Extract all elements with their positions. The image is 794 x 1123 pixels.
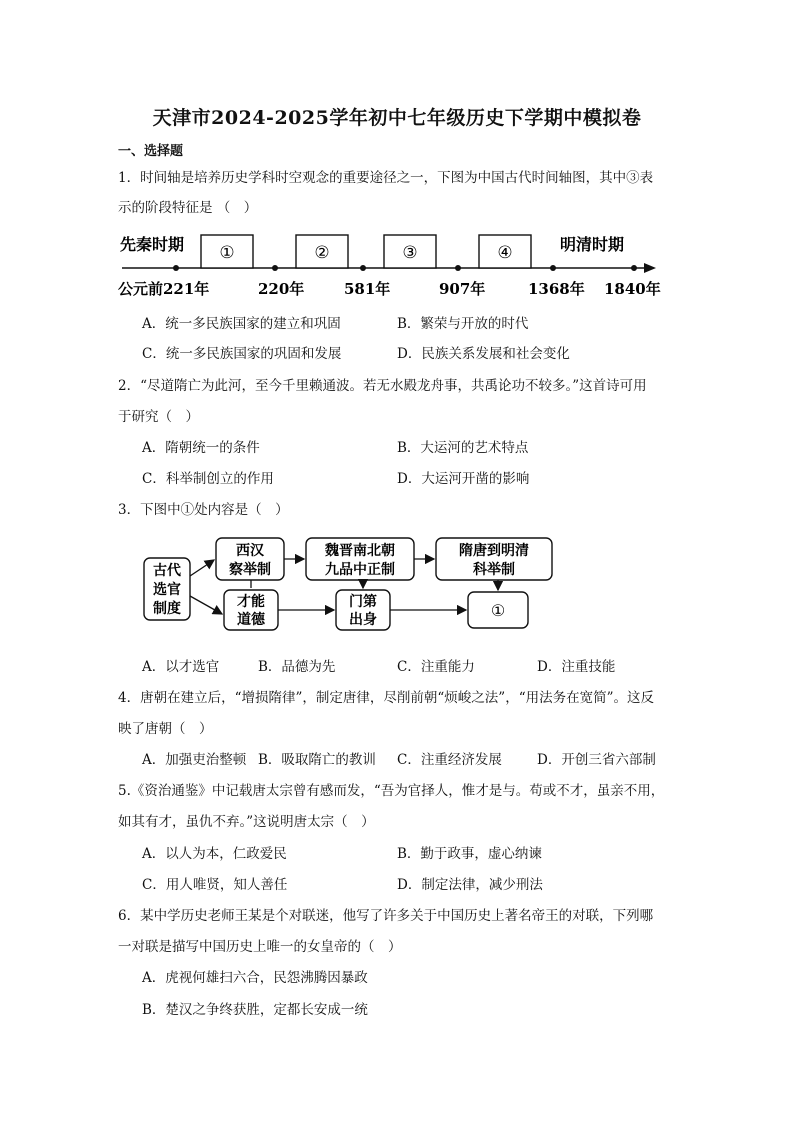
timeline-end-label: 明清时期 bbox=[560, 235, 625, 254]
q1-option-d[interactable]: D．民族关系发展和社会变化 bbox=[397, 346, 570, 362]
timeline-tick bbox=[455, 265, 461, 271]
timeline-box-label: ① bbox=[219, 243, 235, 263]
question-2-text-cont: 于研究（ ） bbox=[118, 409, 199, 425]
diagram-box-text: 门第 bbox=[349, 594, 377, 610]
diagram-box-text: 魏晋南北朝 bbox=[325, 543, 395, 559]
diagram-root-text: 古代 bbox=[153, 563, 181, 579]
q5-option-a[interactable]: A．以人为本，仁政爱民 bbox=[142, 846, 287, 862]
q4-option-d[interactable]: D．开创三省六部制 bbox=[537, 752, 656, 768]
q2-option-b[interactable]: B．大运河的艺术特点 bbox=[397, 440, 529, 456]
diagram-box-text: 察举制 bbox=[229, 562, 271, 578]
q3-option-a[interactable]: A．以才选官 bbox=[142, 659, 220, 675]
q4-option-b[interactable]: B．吸取隋亡的教训 bbox=[258, 752, 376, 768]
timeline-tick bbox=[272, 265, 278, 271]
q1-option-c[interactable]: C．统一多民族国家的巩固和发展 bbox=[142, 346, 342, 362]
diagram-root-text: 选官 bbox=[153, 582, 181, 598]
q5-option-d[interactable]: D．制定法律，减少刑法 bbox=[397, 877, 543, 893]
timeline-year-label: 1840年 bbox=[604, 280, 661, 298]
selection-system-diagram bbox=[140, 534, 570, 634]
timeline-start-label: 先秦时期 bbox=[120, 235, 185, 254]
q6-option-b[interactable]: B．楚汉之争终获胜，定都长安成一统 bbox=[142, 1002, 368, 1018]
timeline-year-label: 1368年 bbox=[528, 280, 585, 298]
question-2-text: 2．“尽道隋亡为此河，至今千里赖通波。若无水殿龙舟事，共禹论功不较多。”这首诗可用 bbox=[118, 378, 647, 394]
question-6-text: 6．某中学历史老师王某是个对联迷，他写了许多关于中国历史上著名帝王的对联，下列哪 bbox=[118, 908, 654, 924]
q2-option-a[interactable]: A．隋朝统一的条件 bbox=[142, 440, 260, 456]
diagram-root-text: 制度 bbox=[153, 601, 181, 617]
timeline-year-label: 220年 bbox=[258, 280, 305, 298]
question-5-text: 5.《资治通鉴》中记载唐太宗曾有感而发，“吾为官择人，惟才是与。苟或不才，虽亲不用， bbox=[118, 783, 665, 799]
q4-option-a[interactable]: A．加强吏治整顿 bbox=[142, 752, 247, 768]
q2-option-c[interactable]: C．科举制创立的作用 bbox=[142, 471, 274, 487]
q5-option-b[interactable]: B．勤于政事，虚心纳谏 bbox=[397, 846, 542, 862]
question-1-text: 1．时间轴是培养历史学科时空观念的重要途径之一，下图为中国古代时间轴图，其中③表 bbox=[118, 170, 654, 186]
q3-option-c[interactable]: C．注重能力 bbox=[397, 659, 475, 675]
diagram-box-text: 科举制 bbox=[473, 562, 515, 578]
timeline-year-label: 581年 bbox=[344, 280, 391, 298]
timeline-arrow-icon bbox=[644, 263, 656, 273]
question-6-text-cont: 一对联是描写中国历史上唯一的女皇帝的（ ） bbox=[118, 939, 402, 955]
q5-option-c[interactable]: C．用人唯贤，知人善任 bbox=[142, 877, 288, 893]
diagram-arrow bbox=[190, 596, 222, 614]
diagram-box-text: 隋唐到明清 bbox=[459, 543, 529, 559]
q6-option-a[interactable]: A．虎视何雄扫六合，民怨沸腾因暴政 bbox=[142, 970, 368, 986]
q4-option-c[interactable]: C．注重经济发展 bbox=[397, 752, 502, 768]
question-5-text-cont: 如其有才，虽仇不弃。”这说明唐太宗（ ） bbox=[118, 814, 375, 830]
diagram-box-text: 九品中正制 bbox=[325, 562, 395, 578]
timeline-tick bbox=[631, 265, 637, 271]
timeline-tick bbox=[173, 265, 179, 271]
timeline-year-label: 公元前221年 bbox=[118, 280, 210, 298]
diagram-box-text: 才能 bbox=[237, 594, 265, 610]
timeline-box-label: ④ bbox=[497, 243, 513, 263]
question-3-text: 3．下图中①处内容是（ ） bbox=[118, 502, 289, 518]
timeline-box-label: ③ bbox=[402, 243, 418, 263]
question-4-text: 4．唐朝在建立后，“增损隋律”，制定唐律，尽削前朝“烦峻之法”，“用法务在宽简”。这反 bbox=[118, 690, 654, 706]
diagram-box-text: 出身 bbox=[349, 612, 377, 628]
section-heading: 一、选择题 bbox=[118, 144, 184, 159]
page-title: 天津市2024-2025学年初中七年级历史下学期中模拟卷 bbox=[152, 107, 642, 129]
timeline-tick bbox=[550, 265, 556, 271]
q1-option-a[interactable]: A．统一多民族国家的建立和巩固 bbox=[142, 316, 341, 332]
timeline-tick bbox=[360, 265, 366, 271]
q1-option-b[interactable]: B．繁荣与开放的时代 bbox=[397, 316, 529, 332]
question-4-text-cont: 映了唐朝（ ） bbox=[118, 721, 213, 737]
timeline-year-label: 907年 bbox=[439, 280, 486, 298]
q3-option-d[interactable]: D．注重技能 bbox=[537, 659, 616, 675]
question-1-text-cont: 示的阶段特征是 （ ） bbox=[118, 200, 258, 216]
diagram-box-text: 道德 bbox=[237, 612, 265, 628]
timeline-figure bbox=[118, 226, 663, 302]
diagram-blank-marker: ① bbox=[490, 601, 506, 620]
q3-option-b[interactable]: B．品德为先 bbox=[258, 659, 336, 675]
diagram-arrow bbox=[190, 560, 214, 576]
q2-option-d[interactable]: D．大运河开凿的影响 bbox=[397, 471, 530, 487]
timeline-box-label: ② bbox=[314, 243, 330, 263]
diagram-box-text: 西汉 bbox=[236, 543, 264, 559]
